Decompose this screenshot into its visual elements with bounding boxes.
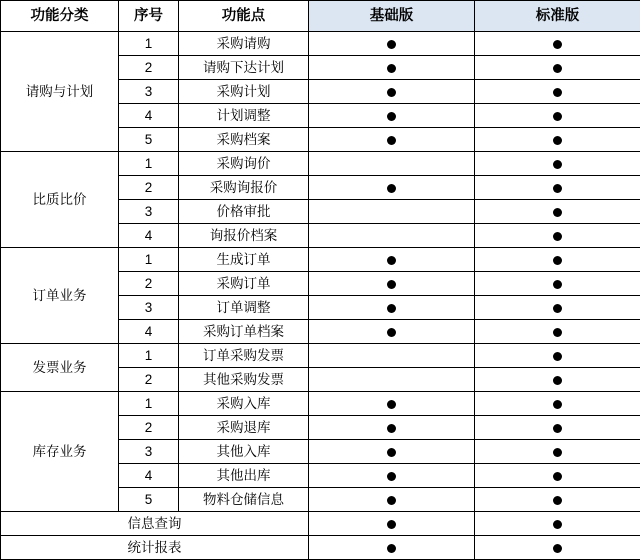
availability-dot-icon [553, 520, 562, 529]
standard-edition-availability [475, 32, 640, 56]
standard-edition-availability [475, 488, 640, 512]
standard-edition-availability [475, 464, 640, 488]
standard-edition-availability [475, 152, 640, 176]
row-sequence-number: 4 [119, 320, 179, 344]
availability-dot-icon [387, 280, 396, 289]
availability-dot-icon [553, 280, 562, 289]
basic-edition-availability [309, 416, 475, 440]
availability-dot-icon [387, 520, 396, 529]
row-sequence-number: 2 [119, 56, 179, 80]
feature-point-label: 计划调整 [179, 104, 309, 128]
availability-dot-icon [387, 304, 396, 313]
availability-dot-icon [553, 400, 562, 409]
availability-dot-icon [553, 64, 562, 73]
basic-edition-availability [309, 440, 475, 464]
basic-edition-availability [309, 32, 475, 56]
feature-point-label: 物料仓储信息 [179, 488, 309, 512]
availability-dot-icon [387, 544, 396, 553]
table-row [1, 536, 640, 560]
availability-dot-icon [553, 496, 562, 505]
availability-dot-icon [387, 472, 396, 481]
availability-dot-icon [553, 424, 562, 433]
basic-edition-availability [309, 536, 475, 560]
table-header [1, 1, 640, 32]
availability-dot-icon [553, 184, 562, 193]
table-row [1, 344, 640, 368]
feature-point-label: 采购询价 [179, 152, 309, 176]
availability-dot-icon [387, 328, 396, 337]
table-row [1, 32, 640, 56]
column-header-category: 功能分类 [1, 1, 119, 32]
availability-dot-icon [387, 40, 396, 49]
availability-dot-icon [387, 88, 396, 97]
standard-edition-availability [475, 440, 640, 464]
basic-edition-availability [309, 200, 475, 224]
standard-edition-availability [475, 536, 640, 560]
row-sequence-number: 4 [119, 104, 179, 128]
row-sequence-number: 2 [119, 272, 179, 296]
basic-edition-availability [309, 80, 475, 104]
feature-point-label: 订单采购发票 [179, 344, 309, 368]
standard-edition-availability [475, 248, 640, 272]
availability-dot-icon [387, 448, 396, 457]
column-header-sequence: 序号 [119, 1, 179, 32]
basic-edition-availability [309, 56, 475, 80]
feature-group-label: 订单业务 [1, 248, 119, 344]
basic-edition-availability [309, 488, 475, 512]
basic-edition-availability [309, 176, 475, 200]
feature-point-label: 其他出库 [179, 464, 309, 488]
availability-dot-icon [387, 136, 396, 145]
basic-edition-availability [309, 464, 475, 488]
availability-dot-icon [553, 448, 562, 457]
standard-edition-availability [475, 272, 640, 296]
row-sequence-number: 1 [119, 344, 179, 368]
availability-dot-icon [553, 232, 562, 241]
feature-point-label: 采购请购 [179, 32, 309, 56]
feature-point-label: 采购档案 [179, 128, 309, 152]
feature-point-label: 采购退库 [179, 416, 309, 440]
basic-edition-availability [309, 128, 475, 152]
basic-edition-availability [309, 512, 475, 536]
availability-dot-icon [553, 88, 562, 97]
availability-dot-icon [553, 352, 562, 361]
standard-edition-availability [475, 320, 640, 344]
table-body [1, 32, 640, 560]
row-sequence-number: 1 [119, 152, 179, 176]
standard-edition-availability [475, 56, 640, 80]
availability-dot-icon [553, 544, 562, 553]
feature-group-label: 请购与计划 [1, 32, 119, 152]
standard-edition-availability [475, 512, 640, 536]
row-sequence-number: 4 [119, 224, 179, 248]
row-sequence-number: 1 [119, 248, 179, 272]
feature-point-label: 价格审批 [179, 200, 309, 224]
basic-edition-availability [309, 104, 475, 128]
row-sequence-number: 4 [119, 464, 179, 488]
feature-point-label: 采购入库 [179, 392, 309, 416]
column-header-standard-edition: 标准版 [475, 1, 640, 32]
standard-edition-availability [475, 416, 640, 440]
row-sequence-number: 1 [119, 32, 179, 56]
row-sequence-number: 3 [119, 440, 179, 464]
feature-point-label: 订单调整 [179, 296, 309, 320]
basic-edition-availability [309, 296, 475, 320]
availability-dot-icon [387, 256, 396, 265]
availability-dot-icon [553, 112, 562, 121]
availability-dot-icon [553, 160, 562, 169]
feature-point-label: 采购询报价 [179, 176, 309, 200]
standard-edition-availability [475, 224, 640, 248]
standard-edition-availability [475, 392, 640, 416]
feature-point-label: 采购订单档案 [179, 320, 309, 344]
availability-dot-icon [553, 208, 562, 217]
standard-edition-availability [475, 296, 640, 320]
row-sequence-number: 3 [119, 296, 179, 320]
feature-group-label: 信息查询 [1, 512, 309, 536]
availability-dot-icon [553, 256, 562, 265]
availability-dot-icon [553, 304, 562, 313]
availability-dot-icon [553, 376, 562, 385]
basic-edition-availability [309, 344, 475, 368]
feature-group-label: 比质比价 [1, 152, 119, 248]
availability-dot-icon [387, 184, 396, 193]
row-sequence-number: 2 [119, 368, 179, 392]
basic-edition-availability [309, 272, 475, 296]
feature-point-label: 请购下达计划 [179, 56, 309, 80]
row-sequence-number: 3 [119, 80, 179, 104]
row-sequence-number: 2 [119, 176, 179, 200]
table-row [1, 152, 640, 176]
header-row [1, 1, 640, 32]
feature-point-label: 采购计划 [179, 80, 309, 104]
feature-point-label: 其他入库 [179, 440, 309, 464]
availability-dot-icon [387, 400, 396, 409]
basic-edition-availability [309, 152, 475, 176]
row-sequence-number: 2 [119, 416, 179, 440]
feature-point-label: 询报价档案 [179, 224, 309, 248]
feature-group-label: 库存业务 [1, 392, 119, 512]
basic-edition-availability [309, 368, 475, 392]
row-sequence-number: 5 [119, 488, 179, 512]
availability-dot-icon [553, 472, 562, 481]
availability-dot-icon [387, 424, 396, 433]
column-header-basic-edition: 基础版 [309, 1, 475, 32]
availability-dot-icon [387, 496, 396, 505]
basic-edition-availability [309, 392, 475, 416]
availability-dot-icon [553, 40, 562, 49]
availability-dot-icon [553, 136, 562, 145]
feature-point-label: 生成订单 [179, 248, 309, 272]
table-row [1, 248, 640, 272]
row-sequence-number: 3 [119, 200, 179, 224]
standard-edition-availability [475, 176, 640, 200]
row-sequence-number: 1 [119, 392, 179, 416]
standard-edition-availability [475, 344, 640, 368]
table-row [1, 512, 640, 536]
feature-group-label: 发票业务 [1, 344, 119, 392]
basic-edition-availability [309, 248, 475, 272]
standard-edition-availability [475, 368, 640, 392]
standard-edition-availability [475, 104, 640, 128]
basic-edition-availability [309, 224, 475, 248]
standard-edition-availability [475, 80, 640, 104]
basic-edition-availability [309, 320, 475, 344]
column-header-feature: 功能点 [179, 1, 309, 32]
row-sequence-number: 5 [119, 128, 179, 152]
standard-edition-availability [475, 128, 640, 152]
standard-edition-availability [475, 200, 640, 224]
table-row [1, 392, 640, 416]
feature-point-label: 其他采购发票 [179, 368, 309, 392]
availability-dot-icon [387, 112, 396, 121]
feature-point-label: 采购订单 [179, 272, 309, 296]
availability-dot-icon [553, 328, 562, 337]
feature-group-label: 统计报表 [1, 536, 309, 560]
availability-dot-icon [387, 64, 396, 73]
